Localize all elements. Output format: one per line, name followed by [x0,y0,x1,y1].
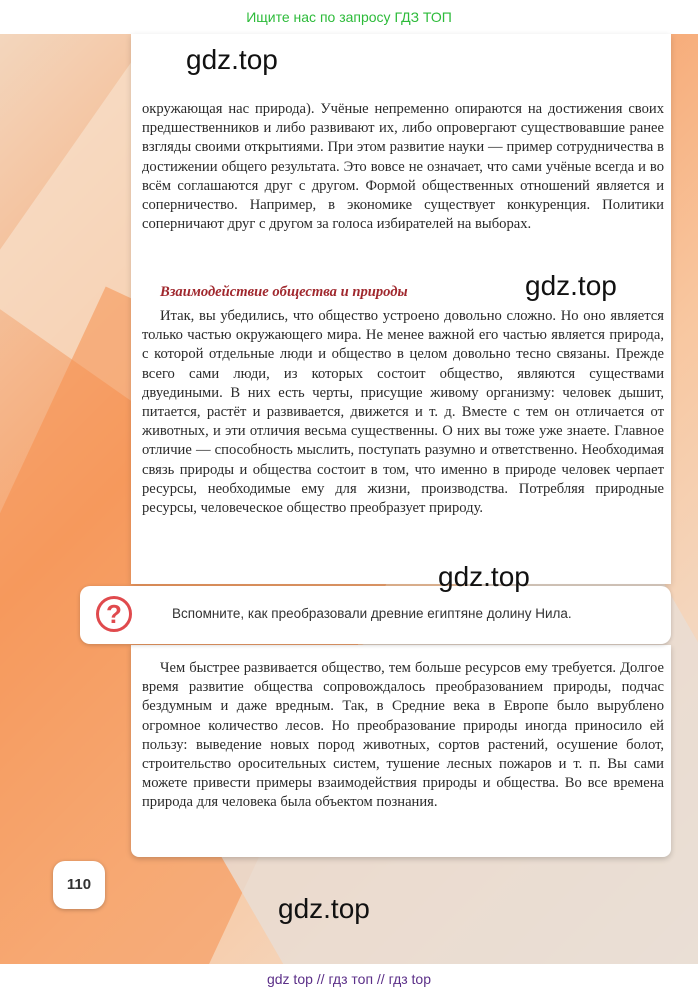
question-icon: ? [96,596,132,632]
paragraph: окружающая нас природа). Учёные непременно опираются на достижения своих предшественников и либо развивают их, либо опровергают существовавшие ранее взгляды своими открытиями. При этом развитие науки — пример сотрудничества в достижении общего результата. Это вовсе не означает, что сами учёные всегда и во всём соглашаются друг с другом. Формой общественных отношений является и соперничество. Например, в экономике существует конкуренция. Политики соперничают друг с другом за голоса избирателей на выборах. [142,101,664,233]
watermark: gdz.top [438,561,530,592]
top-banner[interactable]: Ищите нас по запросу ГДЗ ТОП [246,9,452,25]
page-number: 110 [53,861,105,909]
watermark: gdz.top [525,270,617,301]
remember-box [80,586,671,644]
footer-links[interactable]: gdz top // гдз топ // гдз top [266,971,432,987]
watermark: gdz.top [186,44,278,75]
paragraph: Итак, вы убедились, что общество устроено довольно сложно. Но оно является только частью окружающего мира. Не менее важной его частью является природа, с которой отдельные люди и общество в целом довольно тесно связаны. Прежде всего сами люди, из которых состоит общество, являются существами двуедиными. В них есть черты, присущие живому организму: человек дышит, питается, растёт и развивается, движется и т. д. Вместе с тем он отличается от животных, и эти отличия весьма существенны. О них вы тоже уже знаете. Главное отличие — способность мыслить, поступать разумно и ответственно. Необходимая связь природы и общества состоит в том, что именно в природе человек черпает ресурсы, необходимые ему для жизни, производства. Потребляя природные ресурсы, человеческое общество преобразует природу. [142,308,664,517]
section-heading: Взаимодействие общества и природы [160,284,408,300]
remember-text: Вспомните, как преобразовали древние египтяне долину Нила. [172,606,572,621]
text-block-2 [142,307,664,518]
text-block-1 [142,100,664,234]
watermark: gdz.top [278,893,370,924]
text-block-3 [142,659,664,813]
paragraph: Чем быстрее развивается общество, тем больше ресурсов ему требуется. Долгое время развитие общества сопровождалось преобразованием природы, подчас бездумным и даже вредным. Так, в Средние века в Европе было вырублено огромное количество лесов. Но преобразование природы иногда приносило ей пользу: выведение новых пород животных, сортов растений, осушение болот, строительство оросительных систем, тушение лесных пожаров и т. п. Вы сами можете привести примеры взаимодействия природы и общества. Во все времена природа для человека была объектом познания. [142,660,664,811]
